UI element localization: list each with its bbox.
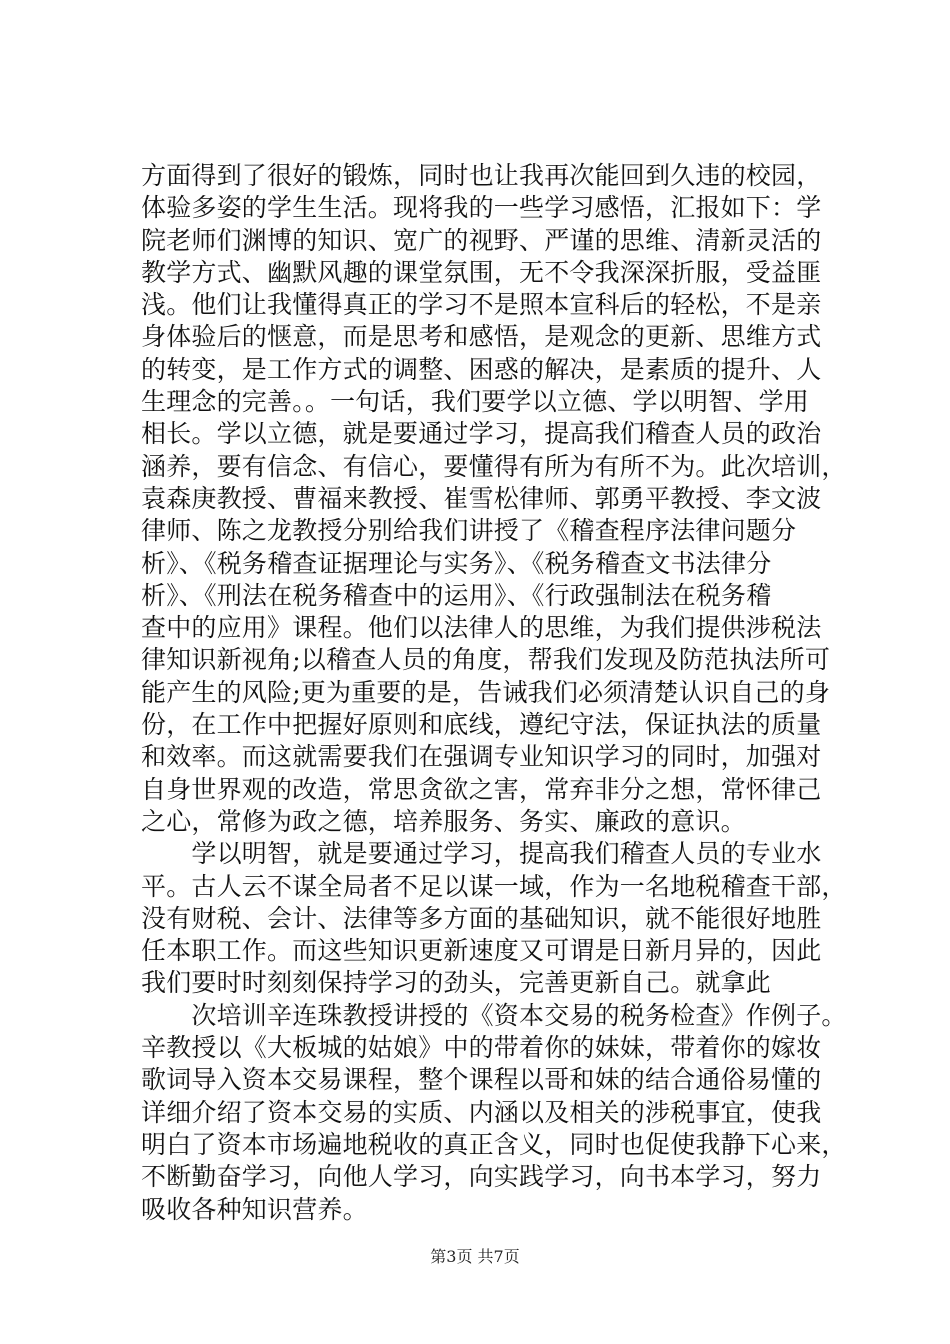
text-line: 不断勤奋学习，向他人学习，向实践学习，向书本学习，努力: [141, 1162, 822, 1192]
text-line: 学以明智，就是要通过学习，提高我们稽查人员的专业水: [141, 839, 822, 869]
text-line: 生理念的完善。。一句话，我们要学以立德、学以明智、学用: [141, 387, 809, 417]
text-line: 袁森庚教授、曹福来教授、崔雪松律师、郭勇平教授、李文波: [141, 483, 822, 513]
text-line: 相长。学以立德，就是要通过学习，提高我们稽查人员的政治: [141, 419, 822, 449]
text-line: 平。古人云不谋全局者不足以谋一域，作为一名地税稽查干部，: [141, 871, 847, 901]
text-line: 任本职工作。而这些知识更新速度又可谓是日新月异的，因此: [141, 936, 822, 966]
page-number-footer: 第3页 共7页: [430, 1247, 520, 1266]
text-line: 详细介绍了资本交易的实质、内涵以及相关的涉税事宜，使我: [141, 1097, 822, 1127]
text-line: 明白了资本市场遍地税收的真正含义，同时也促使我静下心来，: [141, 1129, 847, 1159]
text-line: 浅。他们让我懂得真正的学习不是照本宣科后的轻松，不是亲: [141, 290, 822, 320]
text-line: 没有财税、会计、法律等多方面的基础知识，就不能很好地胜: [141, 903, 822, 933]
text-line: 和效率。而这就需要我们在强调专业知识学习的同时，加强对: [141, 742, 822, 772]
body-text: [141, 160, 847, 1226]
text-line: 涵养，要有信念、有信心，要懂得有所为有所不为。此次培训，: [141, 451, 847, 481]
text-line: 的转变，是工作方式的调整、困惑的解决，是素质的提升、人: [141, 354, 822, 384]
text-line: 我们要时时刻刻保持学习的劲头，完善更新自己。就拿此: [141, 968, 772, 998]
text-line: 方面得到了很好的锻炼，同时也让我再次能回到久违的校园，: [141, 161, 822, 190]
text-line: 院老师们渊博的知识、宽广的视野、严谨的思维、清新灵活的: [141, 225, 822, 255]
text-line: 份，在工作中把握好原则和底线，遵纪守法，保证执法的质量: [141, 710, 822, 740]
text-line: 教学方式、幽默风趣的课堂氛围，无不令我深深折服，受益匪: [141, 257, 822, 287]
text-line: 律知识新视角;以稽查人员的角度，帮我们发现及防范执法所可: [141, 645, 831, 675]
text-line: 能产生的风险;更为重要的是，告诫我们必须清楚认识自己的身: [141, 677, 831, 707]
text-line: 律师、陈之龙教授分别给我们讲授了《稽查程序法律问题分: [141, 516, 797, 546]
text-line: 歌词导入资本交易课程，整个课程以哥和妹的结合通俗易懂的: [141, 1065, 822, 1095]
text-line: 身体验后的惬意，而是思考和感悟，是观念的更新、思维方式: [141, 322, 822, 352]
text-line: 之心，常修为政之德，培养服务、务实、廉政的意识。: [141, 806, 746, 836]
text-line: 体验多姿的学生生活。现将我的一些学习感悟，汇报如下：学: [141, 193, 822, 223]
text-line: 次培训辛连珠教授讲授的《资本交易的税务检查》作例子。: [141, 1000, 847, 1030]
text-line: 析》、《税务稽查证据理论与实务》、《税务稽查文书法律分: [141, 548, 772, 578]
text-line: 自身世界观的改造，常思贪欲之害，常弃非分之想，常怀律己: [141, 774, 822, 804]
text-line: 析》、《刑法在税务稽查中的运用》、《行政强制法在税务稽: [141, 580, 772, 610]
text-line: 辛教授以《大板城的姑娘》中的带着你的妹妹，带着你的嫁妆: [141, 1033, 822, 1063]
text-line: 查中的应用》课程。他们以法律人的思维，为我们提供涉税法: [141, 613, 822, 643]
text-line: 吸收各种知识营养。: [141, 1194, 368, 1224]
